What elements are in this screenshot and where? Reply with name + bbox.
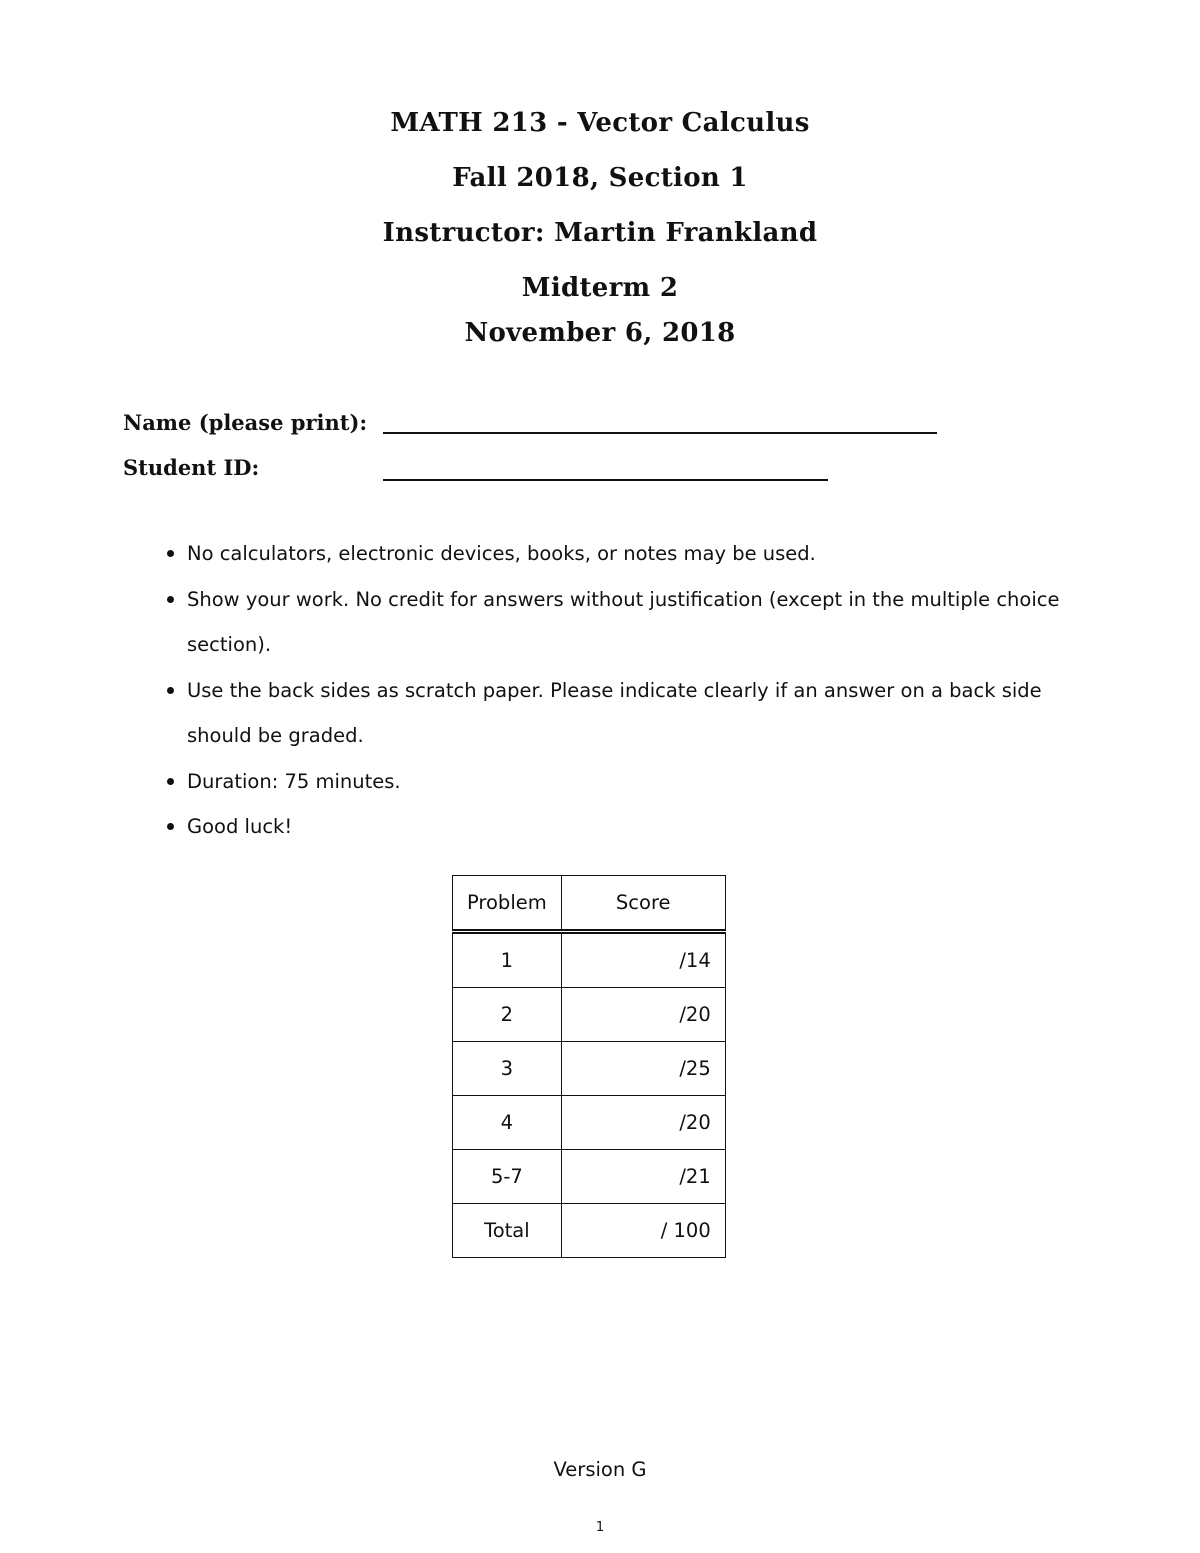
table-row [453,1096,726,1150]
table-row [453,988,726,1042]
instruction-text: No calculators, electronic devices, books, or notes may be used. [187,542,816,565]
list-item [165,531,1065,577]
student-id-label: Student ID: [123,455,260,480]
score-cell: /20 [561,1096,725,1150]
exam-title: Midterm 2 [521,273,679,303]
problem-cell: Total [453,1204,562,1258]
bullet-icon [167,687,174,694]
table-row [453,1204,726,1258]
bullet-icon [167,778,174,785]
score-cell: /25 [561,1042,725,1096]
problem-cell: 4 [453,1096,562,1150]
instruction-text: Use the back sides as scratch paper. Please indicate clearly if an answer on a back side should be graded. [187,678,1042,747]
instruction-text: Good luck! [187,815,293,838]
score-column-header: Score [561,876,725,932]
problem-cell: 1 [453,932,562,988]
list-item [165,804,1065,850]
problem-cell: 3 [453,1042,562,1096]
problem-cell: 2 [453,988,562,1042]
list-item [165,759,1065,805]
table-row [453,932,726,988]
instruction-text: Duration: 75 minutes. [187,769,401,793]
score-cell: /21 [561,1150,725,1204]
instructions-list [165,531,1065,850]
term-section: Fall 2018, Section 1 [452,163,748,193]
instructor-line: Instructor: Martin Frankland [382,218,818,248]
page-number: 1 [595,1520,605,1535]
bullet-icon [167,550,174,557]
instruction-text: Show your work. No credit for answers without justification (except in the multiple choice section). [187,587,1060,656]
student-id-field[interactable] [383,479,828,481]
score-table [452,875,726,1258]
name-label: Name (please print): [123,410,368,435]
name-field[interactable] [383,432,937,434]
problem-cell: 5-7 [453,1150,562,1204]
score-cell: /20 [561,988,725,1042]
table-header-row [453,876,726,932]
table-row [453,1042,726,1096]
score-cell: / 100 [561,1204,725,1258]
bullet-icon [167,823,174,830]
list-item [165,577,1065,668]
bullet-icon [167,596,174,603]
course-title: MATH 213 - Vector Calculus [390,108,810,138]
problem-column-header: Problem [453,876,562,932]
table-row [453,1150,726,1204]
exam-date: November 6, 2018 [464,318,736,348]
list-item [165,668,1065,759]
score-cell: /14 [561,932,725,988]
version-label: Version G [553,1458,647,1481]
